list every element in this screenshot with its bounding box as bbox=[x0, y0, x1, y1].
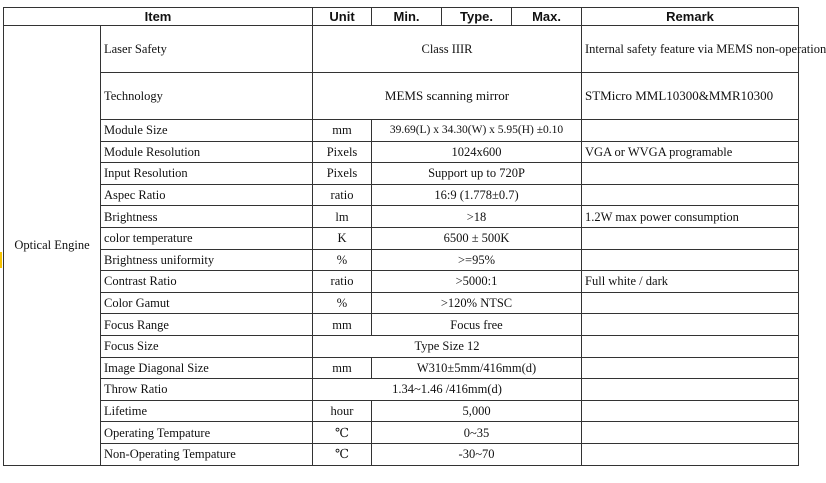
row-item: Brightness uniformity bbox=[101, 249, 313, 271]
row-unit: Pixels bbox=[313, 163, 372, 185]
row-item: Non-Operating Tempature bbox=[101, 443, 313, 465]
row-value: 39.69(L) x 34.30(W) x 5.95(H) ±0.10 bbox=[372, 120, 582, 142]
row-remark: 1.2W max power consumption bbox=[582, 206, 799, 228]
row-unit: mm bbox=[313, 314, 372, 336]
row-item: color temperature bbox=[101, 227, 313, 249]
spec-table bbox=[3, 7, 826, 466]
header-row bbox=[4, 8, 799, 26]
table-row bbox=[4, 141, 799, 163]
table-row bbox=[4, 314, 799, 336]
row-remark: STMicro MML10300&MMR10300 bbox=[582, 73, 799, 120]
table-row bbox=[4, 335, 799, 357]
row-item: Input Resolution bbox=[101, 163, 313, 185]
row-value: W310±5mm/416mm(d) bbox=[372, 357, 582, 379]
row-value: -30~70 bbox=[372, 443, 582, 465]
row-unit: % bbox=[313, 249, 372, 271]
row-unit: ratio bbox=[313, 184, 372, 206]
row-item: Color Gamut bbox=[101, 292, 313, 314]
row-unit: ratio bbox=[313, 271, 372, 293]
row-value: 16:9 (1.778±0.7) bbox=[372, 184, 582, 206]
row-value: Focus free bbox=[372, 314, 582, 336]
row-value: MEMS scanning mirror bbox=[313, 73, 582, 120]
row-unit: K bbox=[313, 227, 372, 249]
row-remark bbox=[582, 163, 799, 185]
row-value: >120% NTSC bbox=[372, 292, 582, 314]
row-remark bbox=[582, 227, 799, 249]
table-row bbox=[4, 422, 799, 444]
row-remark: Internal safety feature via MEMS non-operation bbox=[582, 26, 799, 73]
row-remark bbox=[582, 400, 799, 422]
table-row bbox=[4, 184, 799, 206]
table-row bbox=[4, 443, 799, 465]
row-item: Throw Ratio bbox=[101, 379, 313, 401]
table-row bbox=[4, 163, 799, 185]
header-unit: Unit bbox=[313, 8, 372, 26]
row-unit: hour bbox=[313, 400, 372, 422]
row-unit: % bbox=[313, 292, 372, 314]
row-item: Image Diagonal Size bbox=[101, 357, 313, 379]
header-min: Min. bbox=[372, 8, 442, 26]
row-item: Lifetime bbox=[101, 400, 313, 422]
row-item: Operating Tempature bbox=[101, 422, 313, 444]
row-unit: mm bbox=[313, 357, 372, 379]
row-item: Focus Range bbox=[101, 314, 313, 336]
row-unit: lm bbox=[313, 206, 372, 228]
row-item: Laser Safety bbox=[101, 26, 313, 73]
row-value: >18 bbox=[372, 206, 582, 228]
row-value: Type Size 12 bbox=[313, 335, 582, 357]
row-unit: ℃ bbox=[313, 422, 372, 444]
row-unit: ℃ bbox=[313, 443, 372, 465]
row-value: 6500 ± 500K bbox=[372, 227, 582, 249]
row-remark bbox=[582, 422, 799, 444]
row-item: Brightness bbox=[101, 206, 313, 228]
row-item: Aspec Ratio bbox=[101, 184, 313, 206]
table-row bbox=[4, 357, 799, 379]
row-item: Module Resolution bbox=[101, 141, 313, 163]
row-unit: mm bbox=[313, 120, 372, 142]
row-item: Contrast Ratio bbox=[101, 271, 313, 293]
row-item: Module Size bbox=[101, 120, 313, 142]
row-item: Technology bbox=[101, 73, 313, 120]
row-remark bbox=[582, 335, 799, 357]
cell-selection-marker bbox=[0, 252, 2, 268]
row-remark: VGA or WVGA programable bbox=[582, 141, 799, 163]
table-row bbox=[4, 227, 799, 249]
row-unit: Pixels bbox=[313, 141, 372, 163]
row-remark bbox=[582, 379, 799, 401]
row-value: 1024x600 bbox=[372, 141, 582, 163]
header-max: Max. bbox=[512, 8, 582, 26]
row-value: Support up to 720P bbox=[372, 163, 582, 185]
row-value: 5,000 bbox=[372, 400, 582, 422]
row-value: >5000:1 bbox=[372, 271, 582, 293]
row-value: >=95% bbox=[372, 249, 582, 271]
table-row bbox=[4, 73, 799, 120]
table-row bbox=[4, 206, 799, 228]
row-value: 0~35 bbox=[372, 422, 582, 444]
header-item: Item bbox=[4, 8, 313, 26]
row-remark bbox=[582, 443, 799, 465]
group-label: Optical Engine bbox=[4, 26, 101, 466]
table-row bbox=[4, 249, 799, 271]
row-value: Class IIIR bbox=[313, 26, 582, 73]
table-row bbox=[4, 26, 799, 73]
header-remark: Remark bbox=[582, 8, 799, 26]
row-remark bbox=[582, 292, 799, 314]
row-value: 1.34~1.46 /416mm(d) bbox=[313, 379, 582, 401]
row-remark bbox=[582, 184, 799, 206]
row-remark: Full white / dark bbox=[582, 271, 799, 293]
row-remark bbox=[582, 314, 799, 336]
table-row bbox=[4, 271, 799, 293]
table-row bbox=[4, 379, 799, 401]
row-item: Focus Size bbox=[101, 335, 313, 357]
row-remark bbox=[582, 357, 799, 379]
row-remark bbox=[582, 120, 799, 142]
header-typ: Type. bbox=[442, 8, 512, 26]
spec-sheet bbox=[3, 7, 826, 466]
row-remark bbox=[582, 249, 799, 271]
table-row bbox=[4, 292, 799, 314]
table-row bbox=[4, 400, 799, 422]
table-row bbox=[4, 120, 799, 142]
